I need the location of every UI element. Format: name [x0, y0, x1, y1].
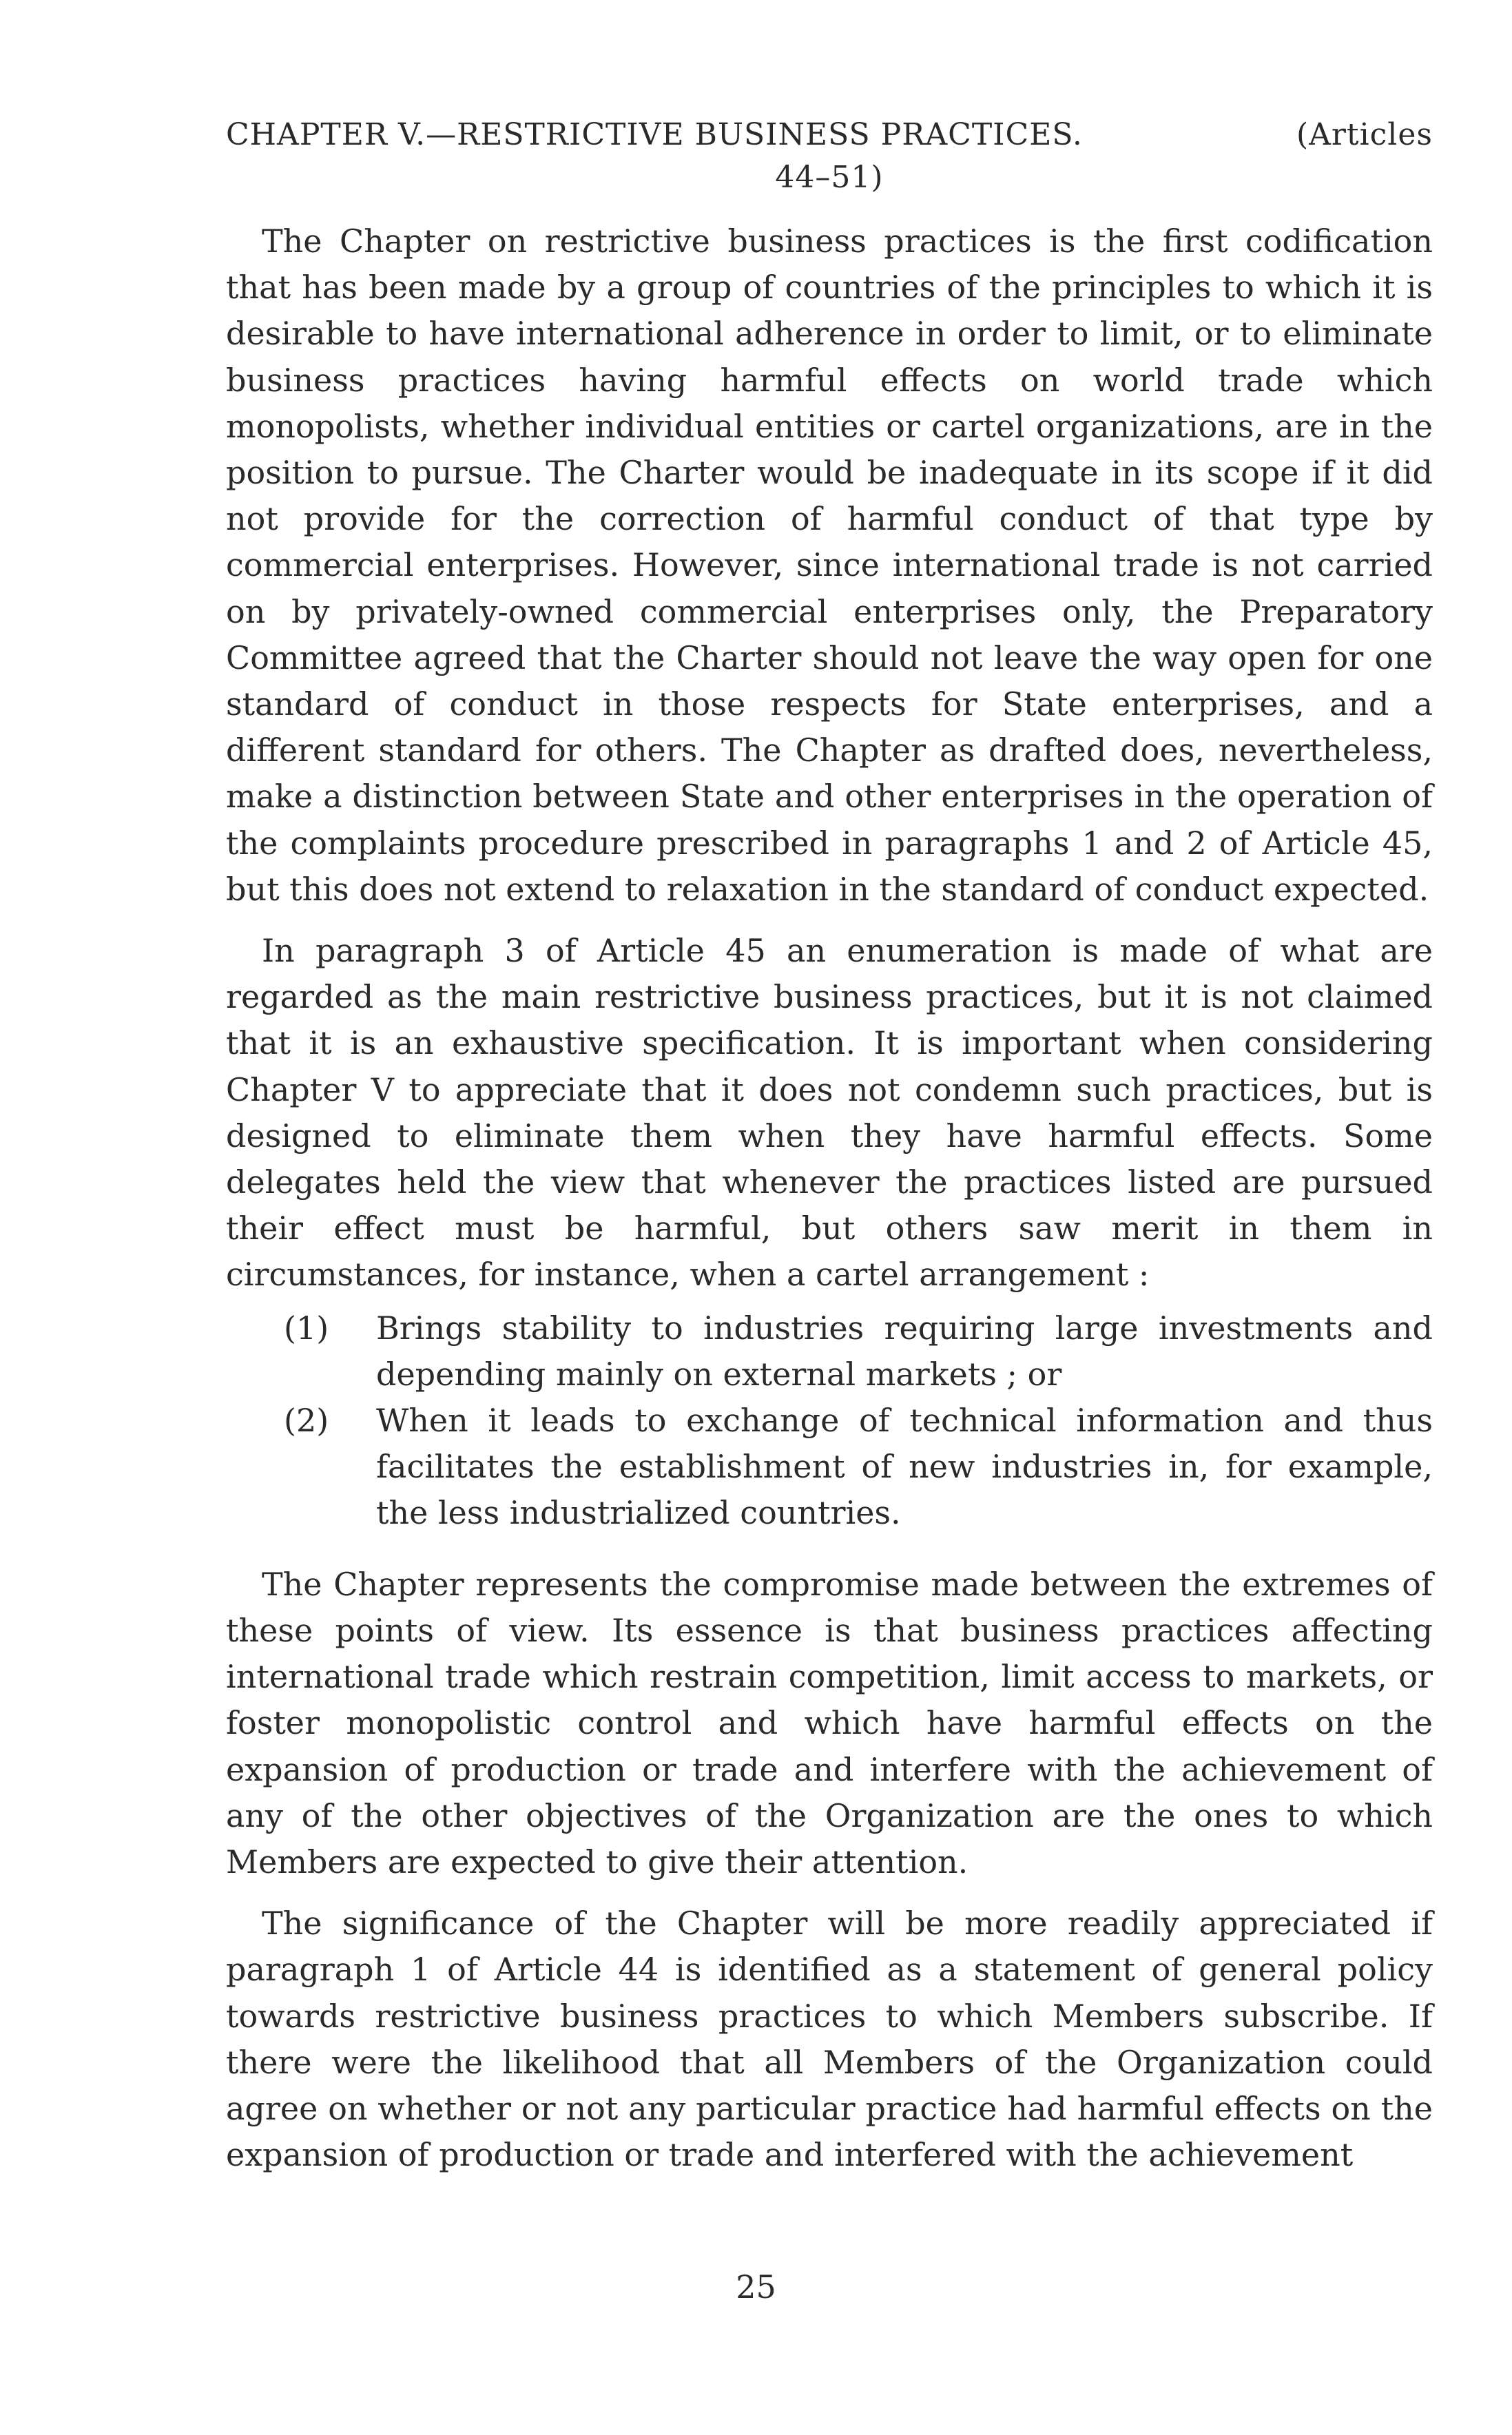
list-item-number: (1) [284, 1309, 329, 1347]
articles-range: 44–51) [775, 160, 884, 195]
page-number: 25 [736, 2268, 776, 2306]
list-item-text: Brings stability to industries requiring large investments and depending mainly on external markets ; or [376, 1309, 1433, 1393]
chapter-title: CHAPTER V.—RESTRICTIVE BUSINESS PRACTICES. [226, 117, 1083, 152]
chapter-heading [226, 114, 1433, 199]
list-item [226, 1305, 1433, 1398]
list-item [226, 1398, 1433, 1537]
paragraph-2: In paragraph 3 of Article 45 an enumeration is made of what are regarded as the main restrictive business practices, but it is not claimed that it is an exhaustive specification. It is important when considering Chapter V to appreciate that it does not condemn such practices, but is designed to eliminate them when they have harmful effects. Some delegates held the view that whenever the practices listed are pursued their effect must be harmful, but others saw merit in them in circumstances, for instance, when a cartel arrangement : [226, 932, 1433, 1294]
list-item-number: (2) [284, 1402, 329, 1440]
paragraph-3: The Chapter represents the compromise made between the extremes of these points of view. Its essence is that business practices affecting international trade which restrain competition, limit access to markets, or foster monopolistic control and which have harmful effects on the expansion of production or trade and interfere with the achievement of any of the other objectives of the Organization are the ones to which Members are expected to give their attention. [226, 1565, 1433, 1880]
paragraph-1: The Chapter on restrictive business practices is the first codification that has been made by a group of countries of the principles to which it is desirable to have international adherence in order to limit, or to eliminate business practices having harmful effects on world trade which monopolists, whether individual entities or cartel organizations, are in the position to pursue. The Charter would be inadequate in its scope if it did not provide for the correction of harmful conduct of that type by commercial enterprises. However, since international trade is not carried on by privately-owned commercial enterprises only, the Preparatory Committee agreed that the Charter should not leave the way open for one standard of conduct in those respects for State enterprises, and a different standard for others. The Chapter as drafted does, nevertheless, make a distinction between State and other enterprises in the operation of the complaints procedure prescribed in paragraphs 1 and 2 of Article 45, but this does not extend to relaxation in the standard of conduct expected. [226, 222, 1433, 908]
articles-range-line [226, 156, 1433, 199]
paragraph-4: The significance of the Chapter will be more readily appreciated if paragraph 1 of Article 44 is identified as a statement of general policy towards restrictive business practices to which Members subscribe. If there were the likelihood that all Members of the Organization could agree on whether or not any particular practice had harmful effects on the expansion of production or trade and interfered with the achievement [226, 1905, 1433, 2174]
list-item-text: When it leads to exchange of technical information and thus facilitates the establishment of new industries in, for example, the less industrialized countries. [376, 1402, 1433, 1532]
chapter-title-line [226, 114, 1433, 156]
document-page [226, 114, 1433, 2178]
articles-reference-open: (Articles [1296, 117, 1433, 152]
cartel-benefits-list [226, 1305, 1433, 1537]
